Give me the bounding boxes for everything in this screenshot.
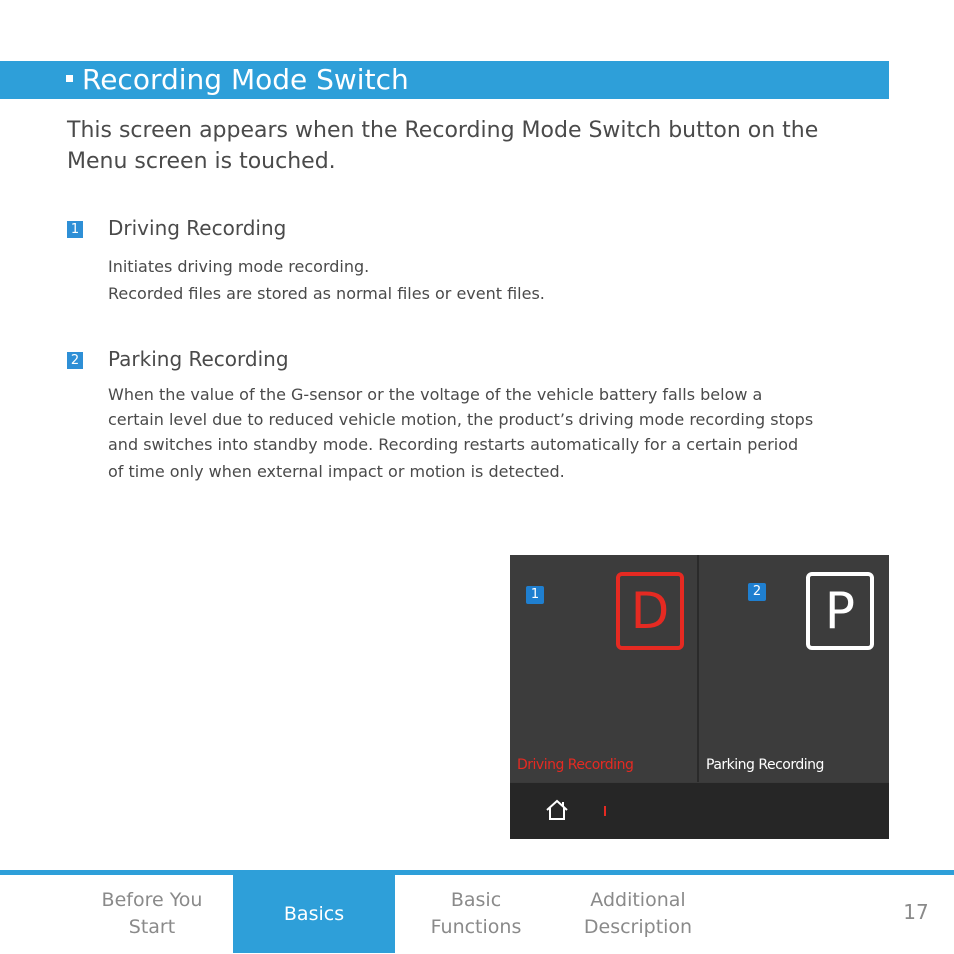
tab-before-you-start[interactable]: Before You Start	[101, 889, 203, 938]
driving-recording-label: Driving Recording	[517, 757, 634, 773]
body-line: of time only when external impact or motion is detected.	[108, 462, 565, 481]
page-number: 17	[903, 900, 929, 924]
section-title-driving: Driving Recording	[108, 216, 287, 240]
parking-recording-panel[interactable]	[699, 555, 889, 782]
section-body-parking	[108, 382, 813, 484]
device-footer-bar	[510, 783, 889, 839]
driving-recording-panel[interactable]	[510, 555, 697, 782]
tab-basics[interactable]: Basics	[233, 875, 395, 953]
device-number-badge: 1	[526, 586, 544, 604]
section-title-parking: Parking Recording	[108, 347, 289, 371]
page-title: Recording Mode Switch	[82, 63, 409, 96]
tab-additional-description[interactable]: Additional Description	[583, 889, 693, 938]
section-number-badge: 2	[67, 352, 83, 369]
body-line: When the value of the G-sensor or the voltage of the vehicle battery falls below a	[108, 385, 763, 404]
body-line: and switches into standby mode. Recording restarts automatically for a certain period	[108, 435, 799, 454]
section-body-driving	[108, 253, 545, 307]
body-line: certain level due to reduced vehicle motion, the product’s driving mode recording stops	[108, 410, 814, 429]
parking-mode-icon: P	[806, 572, 874, 650]
title-bullet-icon	[66, 75, 73, 82]
body-line: Initiates driving mode recording.	[108, 257, 370, 276]
home-icon[interactable]	[544, 799, 570, 821]
device-screenshot	[510, 555, 889, 839]
driving-mode-icon: D	[616, 572, 684, 650]
device-number-badge: 2	[748, 583, 766, 601]
body-line: Recorded files are stored as normal files or event files.	[108, 284, 545, 303]
section-number-badge: 1	[67, 221, 83, 238]
intro-paragraph: This screen appears when the Recording Mode Switch button on the Menu screen is touched.	[67, 118, 819, 174]
tab-basic-functions[interactable]: Basic Functions	[430, 889, 522, 938]
status-indicator	[604, 806, 606, 816]
parking-recording-label: Parking Recording	[706, 757, 824, 773]
